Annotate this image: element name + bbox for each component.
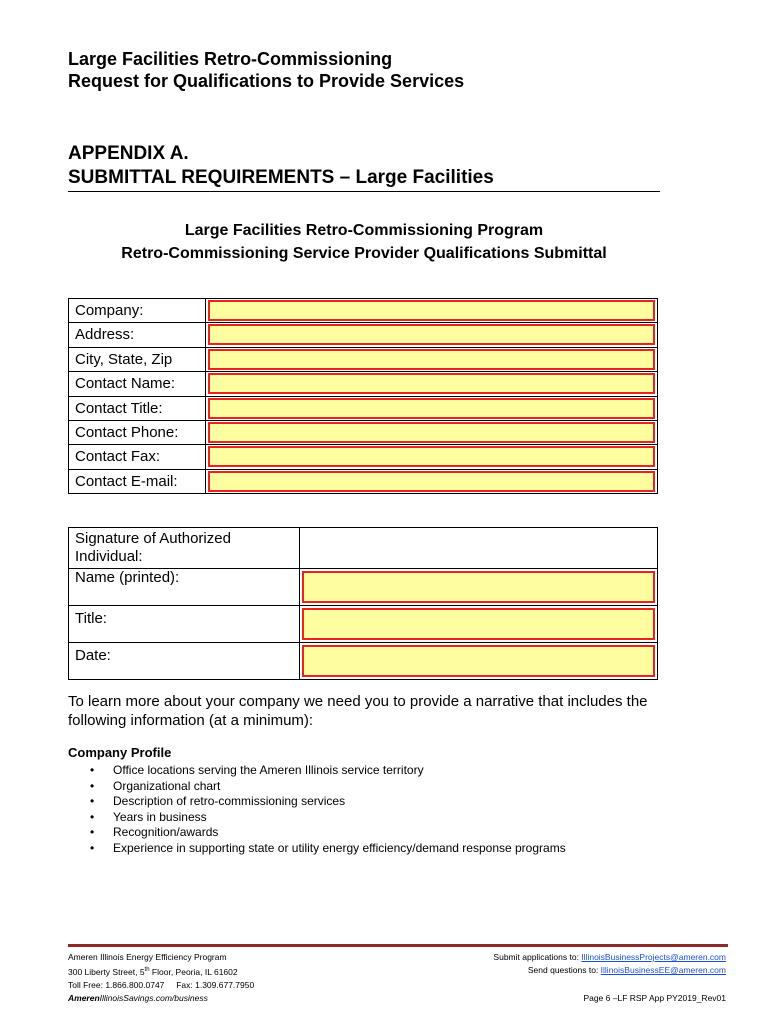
table-row xyxy=(69,606,658,643)
table-row xyxy=(69,323,658,347)
signature-table xyxy=(68,527,658,680)
footer-submission-info xyxy=(430,951,726,1005)
footer-divider xyxy=(68,944,728,947)
signature-label: Signature of Authorized Individual: xyxy=(69,528,300,569)
appendix-subtitle: SUBMITTAL REQUIREMENTS – Large Facilities xyxy=(68,167,494,188)
submit-email-link[interactable]: IllinoisBusinessProjects@ameren.com xyxy=(581,952,726,962)
contact-info-table xyxy=(68,298,658,494)
intro-paragraph: To learn more about your company we need you to provide a narrative that includes the following information (at a minimum): xyxy=(68,693,648,729)
company-profile-list xyxy=(90,763,566,857)
footer-submit-line: Submit applications to: IllinoisBusinessProjects@ameren.com xyxy=(493,952,726,962)
table-row xyxy=(69,396,658,420)
table-row xyxy=(69,299,658,323)
contact-email-label: Contact E-mail: xyxy=(69,469,206,493)
footer-program-name: Ameren Illinois Energy Efficiency Program xyxy=(68,952,227,962)
table-row xyxy=(69,528,658,569)
list-item: • Experience in supporting state or utility energy efficiency/demand response programs xyxy=(90,841,566,857)
name-printed-label: Name (printed): xyxy=(69,569,300,606)
contact-title-field[interactable] xyxy=(208,398,655,419)
table-row xyxy=(69,569,658,606)
header-title-line1: Large Facilities Retro-Commissioning xyxy=(68,49,393,69)
appendix-title: APPENDIX A. xyxy=(68,143,189,164)
title-field[interactable] xyxy=(302,608,655,640)
contact-name-field[interactable] xyxy=(208,373,655,394)
footer-questions-line: Send questions to: IllinoisBusinessEE@ameren.com xyxy=(527,965,726,975)
contact-phone-label: Contact Phone: xyxy=(69,420,206,444)
footer-website: AmerenIllinoisSavings.com/business xyxy=(68,992,208,1003)
document-header xyxy=(68,48,464,92)
city-state-zip-label: City, State, Zip xyxy=(69,347,206,371)
table-row xyxy=(69,347,658,371)
header-title-line2: Request for Qualifications to Provide Services xyxy=(68,71,465,91)
contact-fax-label: Contact Fax: xyxy=(69,445,206,469)
name-printed-field[interactable] xyxy=(302,571,655,603)
company-field[interactable] xyxy=(208,300,655,321)
company-profile-heading: Company Profile xyxy=(68,745,172,760)
list-item: • Recognition/awards xyxy=(90,825,566,841)
table-row xyxy=(69,420,658,444)
table-row xyxy=(69,372,658,396)
company-label: Company: xyxy=(69,299,206,323)
contact-title-label: Contact Title: xyxy=(69,396,206,420)
list-item: • Description of retro-commissioning services xyxy=(90,794,566,810)
form-heading-line2: Retro-Commissioning Service Provider Qualifications Submittal xyxy=(121,245,607,262)
list-item: • Organizational chart xyxy=(90,779,566,795)
table-row xyxy=(69,469,658,493)
title-label: Title: xyxy=(69,606,300,643)
contact-fax-field[interactable] xyxy=(208,446,655,467)
address-label: Address: xyxy=(69,323,206,347)
contact-email-field[interactable] xyxy=(208,471,655,492)
city-state-zip-field[interactable] xyxy=(208,349,655,370)
date-label: Date: xyxy=(69,643,300,680)
footer-phone: Toll Free: 1.866.800.0747 Fax: 1.309.677.7950 xyxy=(68,979,255,990)
table-row xyxy=(69,643,658,680)
form-heading-line1: Large Facilities Retro-Commissioning Program xyxy=(184,222,544,239)
footer-contact-info xyxy=(68,951,254,1005)
list-item: • Years in business xyxy=(90,810,566,826)
page-number: Page 6 –LF RSP App PY2019_Rev01 xyxy=(583,993,726,1003)
footer-address: 300 Liberty Street, 5th Floor, Peoria, IL 61602 xyxy=(68,966,238,977)
contact-phone-field[interactable] xyxy=(208,422,655,443)
form-heading xyxy=(68,219,660,265)
appendix-heading xyxy=(68,142,660,192)
signature-field[interactable] xyxy=(300,528,658,569)
address-field[interactable] xyxy=(208,324,655,345)
date-field[interactable] xyxy=(302,645,655,677)
list-item: • Office locations serving the Ameren Illinois service territory xyxy=(90,763,566,779)
table-row xyxy=(69,445,658,469)
questions-email-link[interactable]: IllinoisBusinessEE@ameren.com xyxy=(600,965,726,975)
contact-name-label: Contact Name: xyxy=(69,372,206,396)
